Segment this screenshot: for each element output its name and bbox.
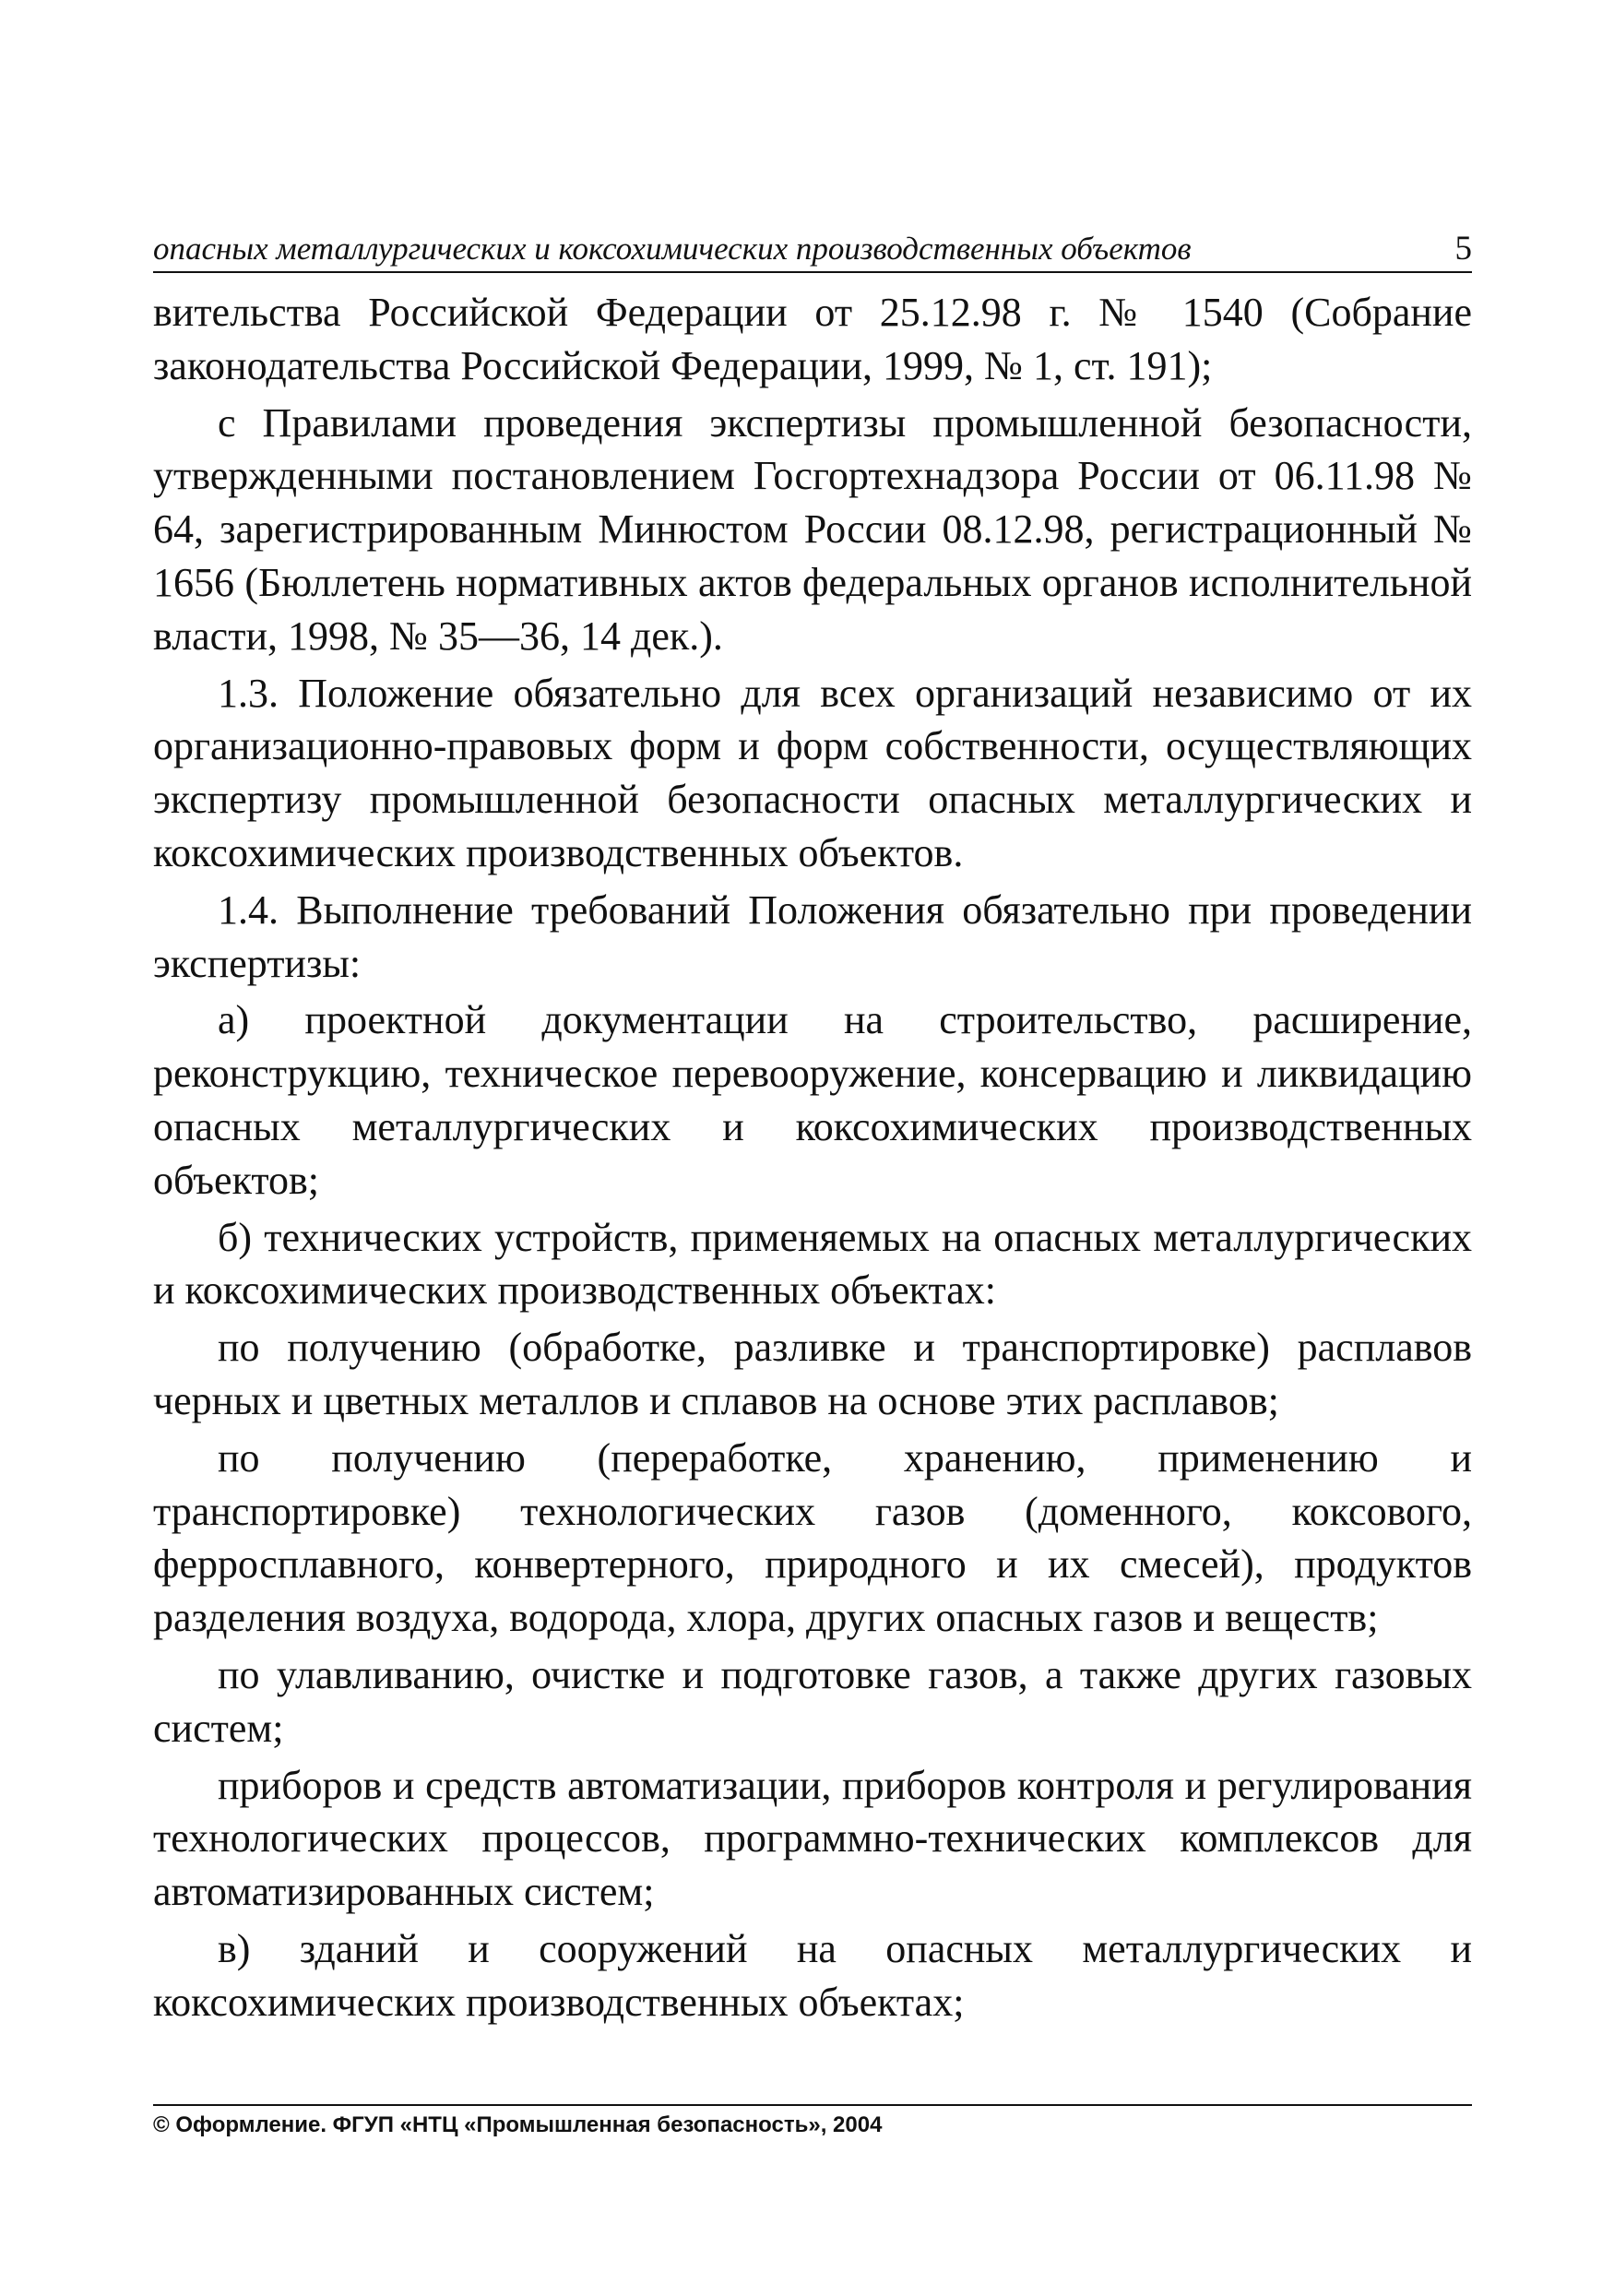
list-item-a: а) проектной документации на строительство, расширение, реконструкцию, техническое перевооружение, консервацию и ликвидацию опасных металлургических и коксохимических производственных объектов; <box>153 997 1472 1203</box>
running-header <box>153 229 1472 273</box>
paragraph-1-3: 1.3. Положение обязательно для всех организаций независимо от их организационно-правовых форм и форм собственности, осуществляющих экспертизу промышленной безопасности опасных металлургических и коксохимических производственных объектов. <box>153 670 1472 875</box>
list-subitem-automation: приборов и средств автоматизации, приборов контроля и регулирования технологических процессов, программно-технических комплексов для автоматизированных систем; <box>153 1762 1472 1915</box>
page-number: 5 <box>1454 230 1472 268</box>
list-subitem-gases: по получению (переработке, хранению, применению и транспортировке) технологических газов (доменного, коксового, ферросплавного, конвертерного, природного и их смесей), продуктов разделения воздуха, водорода, хлора, других опасных газов и веществ; <box>153 1434 1472 1641</box>
list-subitem-gas-cleaning: по улавливанию, очистке и подготовке газов, а также других газовых систем; <box>153 1651 1472 1751</box>
running-title: опасных металлургических и коксохимических производственных объектов <box>153 231 1192 267</box>
body-text <box>153 286 1472 2029</box>
footer-divider <box>153 2104 1472 2106</box>
list-subitem-melts: по получению (обработке, разливке и транспортировке) расплавов черных и цветных металлов и сплавов на основе этих расплавов; <box>153 1325 1472 1423</box>
list-item-b: б) технических устройств, применяемых на опасных металлургических и коксохимических производственных объектах: <box>153 1214 1472 1314</box>
copyright-footer: © Оформление. ФГУП «НТЦ «Промышленная безопасность», 2004 <box>153 2112 883 2137</box>
paragraph-1-4: 1.4. Выполнение требований Положения обязательно при проведении экспертизы: <box>153 886 1472 986</box>
paragraph-continuation: вительства Российской Федерации от 25.12.98 г. № 1540 (Собрание законодательства Российской Федерации, 1999, № 1, ст. 191); <box>153 290 1472 388</box>
list-item-v: в) зданий и сооружений на опасных металлургических и коксохимических производственных объектах; <box>153 1925 1472 2025</box>
document-page <box>153 229 1472 2033</box>
paragraph-rules-reference: с Правилами проведения экспертизы промышленной безопасности, утвержденными постановлением Госгортехнадзора России от 06.11.98 № 64, зарегистрированным Минюстом России 08.12.98, регистрационный № 1656 (Бюллетень нормативных актов федеральных органов исполнительной власти, 1998, № 35—36, 14 дек.). <box>153 399 1472 659</box>
